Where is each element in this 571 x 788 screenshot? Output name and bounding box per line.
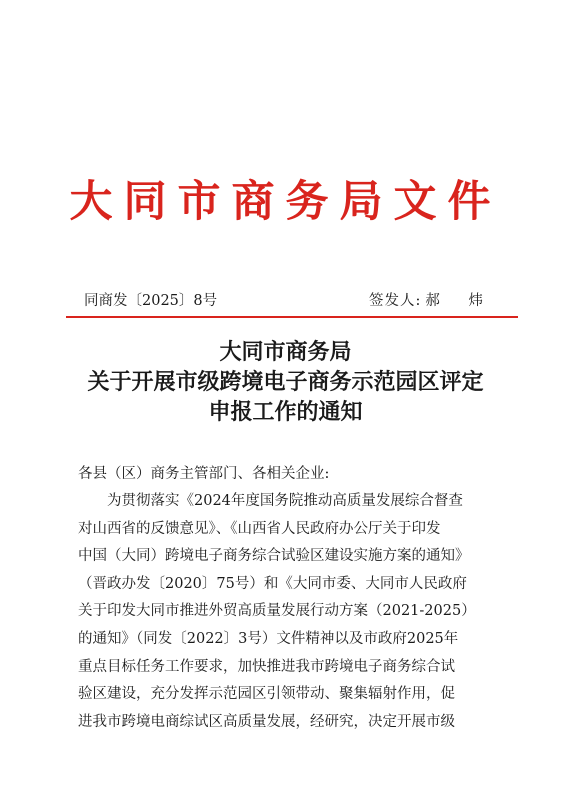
body-text bbox=[78, 488, 476, 736]
body-line: 验区建设，充分发挥示范园区引领带动、聚集辐射作用，促 bbox=[78, 686, 455, 703]
document-number: 同商发〔2025〕8号 bbox=[84, 293, 218, 309]
signer-label: 签发人: bbox=[369, 293, 422, 309]
signer-block bbox=[369, 289, 495, 310]
body-line: 进我市跨境电商综试区高质量发展，经研究，决定开展市级 bbox=[78, 713, 455, 730]
body-line: 的通知》（同发〔2022〕3号）文件精神以及市政府2025年 bbox=[78, 630, 459, 647]
notice-title bbox=[0, 337, 571, 427]
body-line: （晋政办发〔2020〕75号）和《大同市委、大同市人民政府 bbox=[78, 575, 467, 592]
body-line: 关于印发大同市推进外贸高质量发展行动方案（2021-2025） bbox=[78, 603, 476, 620]
salutation: 各县（区）商务主管部门、各相关企业: bbox=[78, 466, 330, 482]
notice-title-line: 关于开展市级跨境电子商务示范园区评定 bbox=[87, 369, 484, 395]
body-line: 为贯彻落实《2024年度国务院推动高质量发展综合督查 bbox=[107, 493, 463, 509]
body-line: 重点目标任务工作要求，加快推进我市跨境电子商务综合试 bbox=[78, 658, 455, 675]
red-divider-line bbox=[66, 316, 518, 318]
body-line: 对山西省的反馈意见》、《山西省人民政府办公厅关于印发 bbox=[78, 520, 441, 537]
notice-title-line: 申报工作的通知 bbox=[208, 399, 363, 425]
notice-title-line: 大同市商务局 bbox=[219, 339, 352, 365]
document-header-title: 大同市商务局文件 bbox=[69, 177, 502, 227]
document-meta-row bbox=[84, 289, 495, 310]
signer-name: 郝 炜 bbox=[425, 293, 495, 309]
body-line: 中国（大同）跨境电子商务综合试验区建设实施方案的通知》 bbox=[78, 548, 470, 565]
